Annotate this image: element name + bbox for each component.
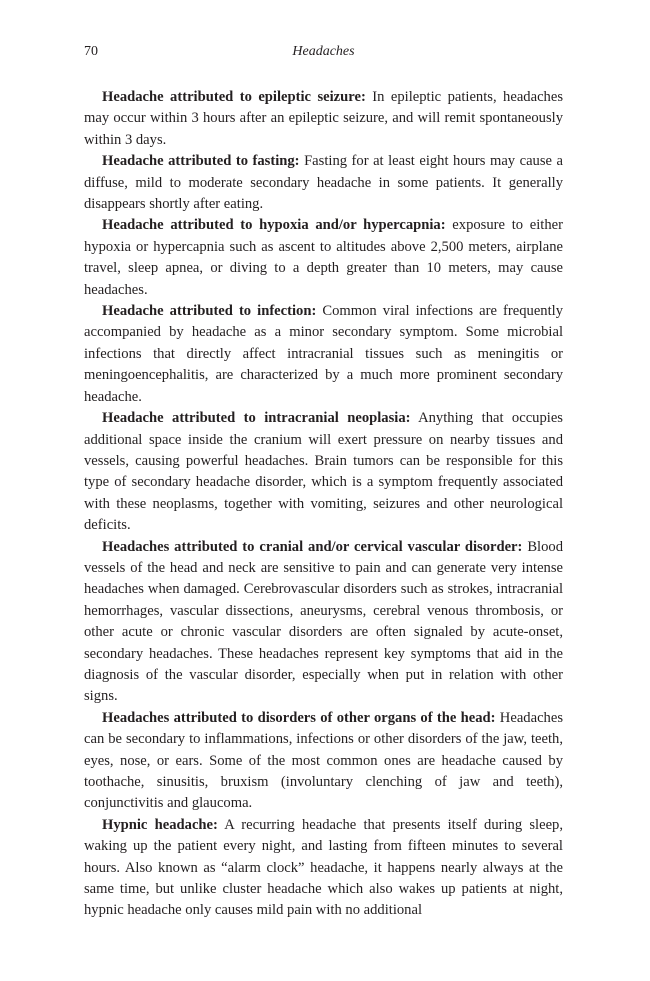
paragraph-hypnic-headache [84,815,563,922]
paragraph-heading: Hypnic headache: [102,816,218,833]
paragraph-epileptic-seizure [84,87,563,151]
paragraph-heading: Headaches attributed to disorders of other organs of the head: [102,709,496,726]
paragraph-text: A recurring headache that presents itself during sleep, waking up the patient every night, and lasting from fifteen minutes to several hours. Also known as “alarm clock” headache, it happens nearly always at the same time, but unlike cluster headache which also wakes up patients at night, hypnic headache only causes mild pain with no additional [84,816,563,919]
paragraph-text: Blood vessels of the head and neck are sensitive to pain and can generate very intense headaches when damaged. Cerebrovascular disorders such as strokes, intracranial hemorrhages, vascular dissections, aneurysms, cerebral venous thrombosis, or other acute or chronic vascular disorders are often signaled by acute-onset, secondary headaches. These headaches represent key symptoms that aid in the diagnosis of the vascular disorder, especially when put in relation with other signs. [84,538,563,705]
paragraph-heading: Headache attributed to intracranial neoplasia: [102,410,411,427]
paragraph-heading: Headache attributed to infection: [102,303,317,320]
paragraph-vascular-disorder [84,537,563,708]
paragraph-text: Fasting for at least eight hours may cause a diffuse, mild to moderate secondary headache in some patients. It generally disappears shortly after eating. [84,153,563,213]
paragraph-text: In epileptic patients, headaches may occur within 3 hours after an epileptic seizure, and will remit spontaneously within 3 days. [84,89,564,148]
paragraph-text: exposure to either hypoxia or hypercapnia such as ascent to altitudes above 2,500 meters, airplane travel, sleep apnea, or diving to a depth greater than 10 meters, may cause headaches. [84,217,563,298]
paragraph-intracranial-neoplasia [84,408,563,536]
paragraph-text: Common viral infections are frequently accompanied by headache as a minor secondary symptom. Some microbial infections that directly affect intracranial tissues such as meningitis or meningoencephalitis, are characterized by a much more prominent secondary headache. [84,303,563,405]
running-title: Headaches [292,44,355,59]
paragraph-fasting [84,151,563,215]
page-header [84,44,563,64]
paragraph-hypoxia-hypercapnia [84,215,563,301]
paragraph-other-organs-head [84,708,563,815]
body-text [84,87,563,922]
paragraph-heading: Headache attributed to fasting: [102,153,300,170]
paragraph-text: Anything that occupies additional space inside the cranium will exert pressure on nearby tissues and vessels, causing powerful headaches. Brain tumors can be responsible for this type of secondary headache disorder, which is a symptom frequently associated with these neoplasms, together with vomiting, seizures and other neurological deficits. [84,410,563,534]
paragraph-infection [84,301,563,408]
page-number: 70 [84,44,98,59]
paragraph-text: Headaches can be secondary to inflammations, infections or other disorders of the jaw, teeth, eyes, nose, or ears. Some of the most common ones are headache caused by toothache, sinusitis, bruxism (involuntary clenching of jaw and teeth), conjunctivitis and glaucoma. [84,709,563,812]
paragraph-heading: Headache attributed to epileptic seizure: [102,89,366,105]
paragraph-heading: Headache attributed to hypoxia and/or hypercapnia: [102,217,446,234]
paragraph-heading: Headaches attributed to cranial and/or cervical vascular disorder: [102,538,523,555]
